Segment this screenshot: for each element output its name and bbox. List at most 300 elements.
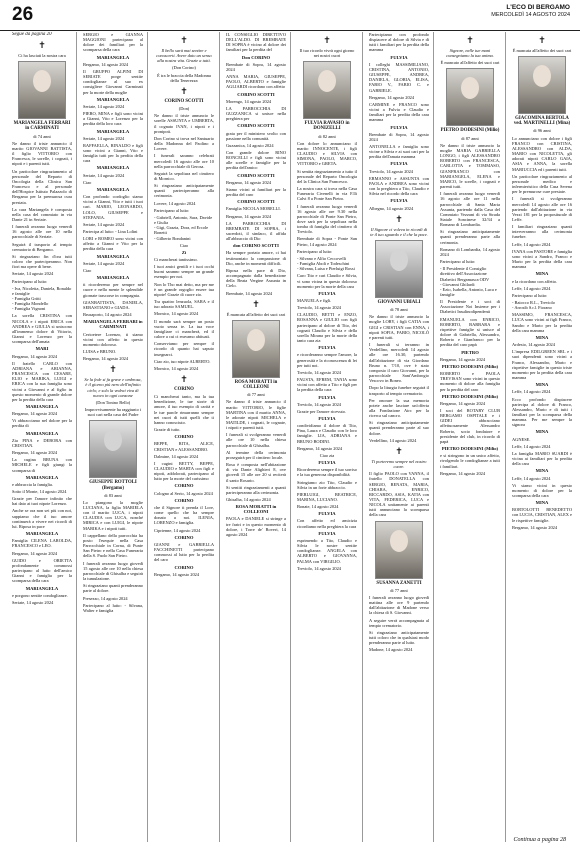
place-date: Leffe, 14 agosto 2024 [512,285,551,291]
column-4 [226,32,286,842]
place-date: Leffe, 14 agosto 2024 [512,475,551,481]
place-date: Seriate, 14 agosto 2024 [83,135,125,141]
condolence-name: CORINO [174,534,194,540]
condolence-text: Il GRUPPO ALPINI DI SERIATE porge sentite condoglianze al suo ex consigliere Giovanni Carminati per la morte della moglie [83,68,143,95]
participants-list: Partecipano al lutto: - Silvana, Walter e famiglia [83,602,143,613]
place-date: Ciprienne, 14 agosto 2024 [154,527,201,533]
condolence-name: MINA [535,500,549,506]
obituary-text: Don Corino si trova nel Santuario della Madonna del Paolino a Lovere. [154,135,214,152]
place-date: Brembate, 14 agosto 2024 [226,290,273,296]
condolence-text: PIERLUIGI, BEATRICE, MARINA, LUCIANO. [297,491,357,502]
place-date: Brusaporto, 14 agosto 2024 [83,312,132,318]
condolence-text: grata per il ministero svolto con passione nella comunità. [226,130,286,141]
condolence-text: LA PARROCCHIA DI GUZZANICA si unisce nella preghiera per [226,105,286,122]
condolence-text: L'impresa EDILGREEN SRL e i suoi dipendenti sono vicini a Franco, Alessandro, Mario e rispettive famiglie in questo triste momento per la perdita della cara mamma [512,349,572,381]
cross-icon: ✝ [538,35,546,45]
place-date: Brembate di Sopra - Ponte San Pietro, 14 agosto 2024 [297,236,357,247]
condolence-text: La cugina BRUNA con MICHELE e figli giungi la scomparsa di [12,457,72,473]
obituary-intro: È tra le braccia della Madonna della Tenerezza [157,72,211,83]
condolence-text: Con affetto ed amicizia ricordiamo nella preghiera la cara [297,518,357,529]
condolence-name: MARIANGELA [96,54,130,60]
column-1 [12,32,72,842]
obituary-text: Il figlio PAOLO con VANNA, il fratello DONATELLA con SERGIO, RENATA, MARIA, CHIARA, ENRICO, RICCARDO, ASIA, KATIA con VITA, FEDERICA, LUCA e NICOLA unitamente ai parenti tutti annunciano la scomparsa della cara [369,471,429,518]
portrait-photo [18,61,66,119]
condolence-text: esprimendo a Tito, Claudio e Silvia le nostre sentite condoglianze. ANGELA con ALBERTO e GIOVANNA, PALMA con VIRGILIO. [297,537,357,564]
place-date: Bergamo, 14 agosto 2024 [512,524,558,530]
place-date: Treviolo, 14 agosto 2024 [297,565,341,571]
condolence-name: MARIANGELA [96,253,130,259]
obituary-text: Ne danno il triste annuncio il marito GIOVANNI BATTISTA, il figlio VITTORIO con Francesca, le sorelle, i cognati, i nipoti e i parenti tutti. [12,140,72,167]
condolence-name: FULVIA [390,198,408,204]
column-3 [154,32,214,842]
condolence-text: EMANUELA con ENRICO, ROBERTO, BARBARA e rispettive famiglie si unisce al dolore di Gabriella, Alessandro, Roberto e Gianfranco per la perdita del caro papà [440,316,500,348]
obituary-text: I funerali si svolgeranno venerdì alle ore 10 nella chiesa parrocchiale di Ghisalba. [226,432,286,448]
quote-author: (Don Corino) [172,65,196,71]
column-8 [512,32,572,842]
condolence-name: MARIANGELA [25,403,59,409]
condolence-name: FULVIA [318,511,336,517]
condolence-text: e ricorderanno sempre l'amore, la generosità e la riconoscenza di lei per tutti noi. [297,352,357,368]
condolence-text: Ciao [179,242,189,248]
cross-icon: ✝ [180,35,188,45]
condolence-text: La famiglia MARIO SUARDI è vicina ai familiari per la perdita della cara [512,450,572,467]
condolence-name: PIETRO [461,349,479,355]
place-date: Guzzanica, 14 agosto 2024 [226,142,274,148]
condolence-name: CORINO SCOTTI [237,123,275,129]
column-divider [362,32,363,842]
obituary-text: Rosa è composta nell'abitazione di via Dante Alighieri 8, ove giovedì 15 alle ore 20 si reciterà il santo Rosario. [226,462,286,483]
place-date: Treviolo, 14 agosto 2024 [297,369,341,375]
portrait-photo [518,56,566,114]
deceased-age: di 87 anni [461,135,479,141]
condolence-text: LUISA e BRUNO. [83,348,117,354]
condolence-name: MINA [535,468,549,474]
place-date: Sotto il Monte, 14 agosto 2024 [12,489,67,494]
deceased-title: (Don) [178,106,190,112]
portrait-photo [89,420,137,478]
place-date: Ardesio, 14 agosto 2024 [512,342,555,348]
condolence-text: Famiglia NICOLA MORELLI. [226,206,281,212]
condolence-text: I soci del ROTARY CLUB BERGAMO OSPITALE e i GIDEI abbracciano affettuosamente Alessandro Roberto, socio fondatore e presidente del club, in ricordo di papà [440,407,500,444]
obituary-text: Seguirà la sepoltura nel cimitero di Mornico. [154,170,214,181]
deceased-age: di 82 anni [318,133,336,139]
condolence-text: I tuoi amici gentili e i tuoi occhi buoni saranno sempre un grande esempio per noi. [154,264,214,280]
deceased-name: CORINO [174,386,194,392]
portrait-photo [446,68,494,126]
condolence-text: CLAUDIO, BETTI e ENZO, ROSANNA e GIULIO con figli partecipano al dolore di Tito, dei cognati Claudio e Silvia e della sorella Mirana per la morte della tanto cara zia [297,312,357,344]
obituary-text: Il cappellano della parrocchia ha posto l'esequie nella Casa Parrocchiale in Corna, di Punte San Pietro e nella Casa Funeraria della S. Paolo San Pietro. [83,532,143,559]
participants-heading: Partecipano al lutto: [440,259,476,265]
condolence-name: FULVIA [390,54,408,60]
paper-name: L'ECO DI BERGAMO [506,4,570,11]
condolence-text: Il Presidente e i soci di Associazione Noi Insieme per i Diabetici Insulinodipendenti [440,299,500,315]
memorial-quote: Signore, nelle tue mani consegniamo la tua anima. [446,48,494,59]
condolence-text: Stringiamo zio Tito, Claudio e Silvia in un forte abbraccio. [297,479,357,490]
obituary-text: I funerali saranno celebrati mercoledì 16 agosto alle ore 10 nella parrocchiale di Gerosa. [154,153,214,169]
condolence-text: Caro Tito e cari Claudio e Silvia, vi sono vicina in questo doloroso momento per la morte della cara [297,273,357,289]
condolence-text: Ciao zia [319,452,335,458]
condolence-text: GIANBATTISTA, DANIELA, SEBASTIANO e GIADA. [83,299,143,310]
deceased-name: CORINO SCOTTI [164,98,204,104]
portrait-photo [303,61,351,119]
deceased-name: PIETRO DODESINI (Milio) [440,128,500,134]
condolence-name: MARIANGELA [96,96,130,102]
place-date: Mornico, 14 agosto 2024 [154,311,199,317]
condolence-text: Cerioetere Lorenzo, ti siamo vicini con affetto in questo momento doloroso. [83,331,143,347]
place-date: Leffe, 14 agosto 2024 [512,389,551,395]
deceased-name: SUSANNA ZANETTI [376,580,422,586]
participants-heading: Partecipano al lutto: [297,248,333,254]
obituary-text: La nostra cara si trova nella Casa Funeraria Civenelli in via F.lli Calvi 8 a Ponte San Pietro. [297,186,357,202]
continued-from: Segue da pagina 20 [12,32,52,37]
deceased-age: di 78 anni [390,307,408,313]
place-date: Brembate di Sopra, 14 agosto 2024 [369,131,429,142]
deceased-age: di 96 anni [533,128,551,134]
condolence-text: Il mondo sarà sempre un posto vuoto senza te. La tua voce famigliare ci mancherà, ed il calore a cui ci eravamo abituati. [154,318,214,340]
place-date: Cologno al Serio, 14 agosto 2024 [154,490,213,496]
condolence-name: CORINO SCOTTI [237,91,275,97]
condolence-text: Ricorderemo sempre il tuo sorriso e la tua generosa disponibilità. [297,467,357,478]
place-date: Bergamo, 14 agosto 2024 [83,61,129,67]
place-date: Seriate, 14 agosto 2024 [12,271,54,277]
condolence-text: FAUSTA, EFREM, TANIA sono vicini con affetto a Tito e figli per la perdita della cara [297,377,357,393]
obituary-text: Ne danno il triste annuncio la moglie LORY, i figli CATIA con GIGI e CRISTIAN con ENNA, i nipoti SOFIA, FABIO, NICOLÒ e parenti tutti. [369,314,429,340]
place-date: Bergamo, 14 agosto 2024 [12,411,58,417]
place-date: Bergamo, 14 agosto 2024 [12,550,58,556]
condolence-text: e si stringono in un unico affetto, rivolgendo le condoglianze a tutti i familiari. [440,453,500,469]
place-date: Seriate, 14 agosto 2024 [83,103,125,109]
cross-icon: ✝ [323,35,331,45]
condolence-text: LORI e ROMEO sono vicini con affetto a Gianni e Vito per la perdita della cara [83,236,143,252]
masthead [491,4,570,19]
obituary-intro: Ci ha lasciati la nostra cara [18,53,66,59]
obituary-intro: È mancata all'affetto dei suoi cari [226,311,286,317]
column-divider [76,32,77,842]
condolence-name: MARIANGELA [25,585,59,591]
obituary-text: Si ringraziano anticipatamente quanti prenderanno parte alla cerimonia. [440,229,500,245]
obituary-text: Lo piangono la moglie LUCIANA, la figlia MARIELA con il marito LUCA, i nipoti CLAUDIA con LUCA, nonché MIRICA e con LUIGI, le nipote MARIKA e i nipoti tutti. [83,499,143,531]
obituary-text: I funerali si terranno in Verdellino, mercoledì 14 agosto alle ore 16.30, partendo dall'abitazione di via Giordano Bruno n. 7/10, ove è stato composto il caro Giovanni, per la parrocchiale Sant'Ambrogio Vescovo in Boneo. [369,342,429,384]
column-divider [433,32,434,842]
place-date: Seriate, 14 agosto 2024 [83,221,125,227]
cross-icon: ✝ [395,213,403,224]
obituary-intro: È mancata all'affetto dei suoi cari [512,48,572,53]
cross-icon: ✝ [38,40,46,51]
condolence-name: FULVIA [318,394,336,400]
obituary-text: Ne danno il triste annuncio il marito VITTORIO, le figlie MARTINA con il marito ANNA, le adorate nipoti MICHELA e MATILDE, i cognati, le cognate, i nipoti e parenti tutti. [226,399,286,431]
condolence-text: che il Signore ti prenda il Lore, come quello che ha sempre donato a noi. ILENIA, LORENZO e famiglia. [154,504,214,526]
obituary-text: Si ringraziano anticipatamente quanti parteciperanno alla cerimonia. [154,183,214,199]
condolence-text: GIANNI e GABRIELLA FACCHINETTI partecipano commossi al lutto per la perdita del caro [154,541,214,563]
obituary-text: Un particolare ringraziamento al personale medico e infermieristico della Casa Serena per le premurose cure prestate. [512,173,572,195]
condolence-text: GUIDO e ORIETTA profondamente commossi partecipano al lutto dell'amico Gianni e famiglia per la scomparsa della cara [12,557,72,584]
condolence-name: MARIANGELA [96,275,130,281]
condolence-name: CORINO SCOTTI [237,172,275,178]
condolence-name: MINA [535,429,549,435]
column-divider [219,32,220,842]
page-number: 26 [12,4,34,25]
obituary-text: Con dolore lo annunciano il marito INNOCENTE, i figli CLAUDIO e SILVIA con SIMONA, PAOLO, MARCO, VITTORIO e GRETA. [297,140,357,167]
place-date: Leffe, 14 agosto 2024 [512,241,551,247]
place-date: Bergamo, 14 agosto 2024 [440,356,486,362]
condolence-text: Famiglia CILENA LAROLDA, FRANCESCO e LEO. [12,538,72,549]
condolence-name: MARIANGELA [25,430,59,436]
obituary-text: Si sentita ringraziamento a tutto il personale del Reparto Oncologia del la Clinica San Francesco. [297,168,357,184]
obituary-text: I familiari ringraziano quanti interverranno alla cerimonia funebre. [512,224,572,240]
obituary-text: Si ringraziano fin d'ora tutti coloro che parteciperanno. Non fiori ma opere di bene. [12,253,72,270]
deceased-age: di 83 anni [104,492,122,498]
participants-list: Partecipa al lutto: - Lina Lolini [83,229,138,234]
condolence-name: FULVIA [390,161,408,167]
obituary-text: Si ringraziano anticipatamente tutti coloro che in qualsiasi modo prenderanno parte al lutto. [369,629,429,646]
condolence-name: MARIANGELA FERRARI in CARMINATI [83,319,143,330]
deceased-name: MARIANGELA FERRARI in CARMINATI [13,121,71,132]
condolence-text: ANNA MARIA, GIUSEPPE, PAOLO, ALBERTO e famiglie AGLIARDI ricordano con affetto [226,74,286,90]
participants-list: - Baiocco R.L., Treviolo - Arrosib S.r.l. Fiorano [512,300,555,311]
place-date: Dalmine, 14 agosto 2024 [154,453,199,459]
obituary-text: Si sentiti ringraziamenti a quanti parteciperanno alla cerimonia. [226,484,286,495]
condolence-name: CORINO [174,497,194,503]
condolence-name: CORINO [174,434,194,440]
condolence-text: Vi abbracciamo nel dolore per la perdita di [12,418,72,429]
column-2 [83,32,143,842]
condolence-name: MARIANGELA [96,165,130,171]
condolence-name: FULVIA [318,290,336,296]
condolence-text: Partecipiamo con profondo dispiacere al dolore di Silvia e di tutti i familiari per la perdita della mamma [369,32,429,53]
place-date: Ghisalba, 14 agosto 2024 [226,497,271,502]
condolence-text: Grazie per l'amore infinito che hai dato ai tuoi nipote Lorenzo. [12,496,72,507]
condolence-name: CORINO SCOTTI [237,199,275,205]
condolence-text: Ci mancherai tantissimo. [154,257,198,262]
obituary-text: Ne danno il triste annuncio le sorelle ASSUNTA e UMBERTA, il cognato IVAN, i nipoti e i pronipoti. [154,113,214,134]
condolence-name: MARIANGELA [96,186,130,192]
place-date: Seriate, 14 agosto 2024 [83,260,125,266]
condolence-text: ANTONELLA e famiglia sono vicine a Silvia e ai suoi cari per la perdita dell'amata mamma [369,143,429,160]
condolence-text: Vi siamo vicini in questo momento di dolore per la scomparsa della cara [512,482,572,498]
condolence-text: Ha sempre portato amore, ci hai testimoniato la compassione di Dio, anche in momenti difficili. [226,250,286,266]
quote-author: (Don Tonino Bello) [95,399,131,405]
place-date: Mornico, 14 agosto 2024 [154,365,199,371]
participants-heading: Partecipano al lutto: [154,207,190,213]
deceased-name: FULVIA RAVASIO in DONIZELLI [304,121,350,132]
condolence-name: don CORINO SCOTTI [233,243,279,249]
condolence-text: Non lo Tho mai detto, ma per me è un grande orgoglio essere tua nipote! Grazie di cuore zio. [154,281,214,297]
deceased-name: GIUSEPPE ROTTOLI (Bergamo) [89,480,137,491]
obituary-text: Lo annunciano con dolore i figli FRANCO con CRISTINA, ALESSANDRO con ALDA, MARIO con NICOLETTA, gli adorati nipoti CARLO GAIA, ASIA e ANNA, la sorella MARIUCCIA ed i parenti tutti. [512,135,572,172]
condolence-text: BORTOLOTTI BENEDETTO con LUCIA, CRISTIAN, ALEX e le rispettive famiglie. [512,507,572,523]
place-date: Leffe, 14 agosto 2024 [512,443,551,449]
condolence-text: LA PARROCCHIA DI BREMBATE DI SOPRA, i sacerdoti, il sindaco, il affida all'abbraccio di Dio [226,220,286,242]
cross-icon: ✝ [180,373,188,384]
cross-icon: ✝ [252,298,260,309]
memorial-quote: Se la fede si fa grave e ombrosa, è il giorno più nero dell'infinito cielo; e solo la vedrai viva di nuovo in ogni canzone [84,377,142,398]
obituary-intro: Il tuo ricordo vivrà ogni giorno nei nostri cuori [299,48,355,59]
obituary-text: Al termine della cerimonia proseguirà per il cimitero locale. [226,449,286,460]
condolence-text: Conserviamo per sempre il ricordo di quanto hai saputo insegnarci. [154,341,214,357]
column-7 [440,32,500,842]
condolence-name: MARIANGELA [25,531,59,537]
place-date: Treviolo, 14 agosto 2024 [297,305,341,311]
column-divider [147,32,148,842]
deceased-name: GIACOMINA BERTOLA ved. MARTINELLI (Mina) [513,116,571,127]
place-date: Verdellino, 14 agosto 2024 [369,437,417,443]
condolence-text: MASSIMO, FRANCESCA, LUCA sono vicini ai figli Franco, Sandro e Mario per la perdita della cara mamma [512,312,572,333]
obituary-intro: È mancato all'affetto dei suoi cari [440,60,500,66]
page-header [0,0,580,31]
place-date: Bergamo, 14 agosto 2024 [154,571,200,577]
obituary-text: Un particolare ringraziamento al personale del Reparto di Oncologia della Clinica San Francesco e al personale dell'Hospice Istituto Palazzolo di Bergamo per la premurosa cura prestata. [12,168,72,205]
place-date: Bonate, 14 agosto 2024 [297,504,339,510]
condolence-text: PAOLA e DANIELE si stringe a tre fratri e in questo momento di dolore, i Torre de' Roveri, 14 agosto 2024 [226,516,286,537]
condolence-name: PIETRO DODESINI (Milio) [441,446,499,452]
condolence-text: Con grande dolore RINO RONCELLI e figli sono vicini alle sorelle e famiglie per la perdita dell'amico [226,149,286,171]
obituary-text: I funerali avranno luogo venerdì 16 agosto alle ore 11 nella parrocchiale di Santa Maria Assunta, partendo dalla Casa del Commiato Vezzani di via Strada Statale Soncinese 32/34 a Romano di Lombardia. [440,191,500,228]
condolence-text: RAFFAELLA, RINALDO e figli sono vicini a Gianni, Vito e famiglia tutti per la perdita della cara [83,142,143,164]
place-date: Seriate, 14 agosto 2024 [12,599,54,605]
obituary-text: A seguire verrà accompagnata al tempio crematorio. [369,617,429,628]
condolence-name: FULVIA [318,460,336,466]
condolence-name: MARI [35,346,49,352]
condolence-name: CORINO [174,483,194,489]
participants-list: - Silvano e Alfio Ceccovelli - Famiglia Aboli e Todeschini - Silvana, Luisa e Pierluigi Rossi [297,255,355,272]
condolence-text: Con profondo cordoglio siamo vicini a Gianni, Vito e tutti i tuoi cari. MARIO, LEONARDO, LOLO, GIUSEPPE e STEFANIA. [83,194,143,220]
cross-icon: ✝ [395,445,403,456]
issue-date: MERCOLEDÌ 14 AGOSTO 2024 [491,11,570,18]
condolence-name: FULVIA [318,415,336,421]
place-date: Bergamo, 14 agosto 2024 [226,213,272,219]
condolence-text: Ecco profondo dispiacere partecipa al dolore di Franco, Alessandro, Mario e di tutti i familiari per la scomparsa della mamma. Per me sempre la signora [512,396,572,428]
condolence-text: Ciao zio, tuo nipote ALBERTO. [154,358,211,364]
place-date: Romano di Lombardia, 14 agosto 2024 [440,246,500,257]
condolence-name: Don CORINO [241,54,271,60]
place-date: Albegno, 14 agosto 2024 [369,205,414,211]
place-date: Treviolo, 14 agosto 2024 [369,168,413,174]
obituary-text: Si ringraziano quanti prenderanno parte al dolore. [83,583,143,594]
condolence-name: Zi [181,249,187,255]
place-date: Bergamo, 14 agosto 2024 [226,179,272,185]
condolence-name: ROSA MORATTI in COLLEONI [235,504,277,515]
place-date: Bergamo, 14 agosto 2024 [12,450,58,456]
condolence-name: MINA [535,382,549,388]
condolence-text: Siamo vicini ai familiari per la perdita del caro [226,186,286,198]
condolence-text: CARMINE e FRANCO sono vicini a Fulvia e Claudio e familiari per la perdita della cara mamma [369,101,429,123]
memorial-quote: Ti porteremo sempre nel nostro cuore. [371,458,427,470]
participants-list: - Il Presidente il Consiglio direttivo dell'Associazione Diabetici Bergamasca ODV - Giovanni Ghilardi - Ezio, Isabella, Antonio, Luca e famiglie [440,266,497,297]
portrait-photo [232,320,280,378]
place-date: Bergamo, 14 agosto 2024 [440,470,486,476]
memorial-quote: Il Signore ci voleva in ricordi di te il tuo sguardo e il che la pace. [370,226,428,237]
condolence-text: Ciao [83,179,92,185]
obituary-text: Dopo la liturgia funebre seguirà il trasporto al tempio crematorio. [369,385,429,396]
obituary-text: I funerali avranno luogo venerdì 16 agosto alle ore 9.30 nella parrocchiale di Ponte San Pietro, dove sarà per la sepoltura nella tomba di famiglia del cimitero di Treviolo. [297,203,357,235]
obituary-text: I funerali avranno luogo venerdì 16 agosto alle ore 10 nella parrocchiale di Seriate. [12,224,72,240]
obituary-text: I funerali avranno luogo giovedì 15 agosto alle ore 10 nella chiesa parrocchiale di Ghisalba e seguirà la tumulazione. [83,560,143,582]
condolence-text: Ciao [83,267,92,273]
condolence-text: I cugini BETTY, BEPPE, CLAUDIO e MARTA con figli e nipoti, addolorati, partecipano al lutto per la morte del carissimo [154,460,214,482]
obituary-text: Ne danno il triste annuncio la moglie MARIA GABRIELLA LONGO, i figli ALESSANDRO ROBERTO con FRANCESCA, CARLOTTA e TOMMASO, GIANFRANCO con MARIANGELA, ELENA e MARCO, le sorelle, i cognati e parenti tutti. [440,142,500,190]
condolence-text: IL CONSIGLIO DIRETTIVO DELL'ALDO. DI BREMBATE DI SOPRA è vicino al dolore dei familiari per la perdita del [226,32,286,53]
condolence-text: Tra quattro lenzuola, SARA e il tuo adorato SAMUEL. [154,299,214,310]
condolence-text: Grazie per l'amore ricevuto. [297,408,347,414]
condolence-name: MINA [535,334,549,340]
condolence-text: Riposa nella pace di Dio, accompagnato dalla benedizione della Beata Vergine Assunta in Cielo. [226,267,286,289]
place-date: Bergamo, 14 agosto 2024 [83,356,129,362]
condolence-name: FULVIA [318,345,336,351]
column-divider [290,32,291,842]
cross-icon: ✝ [466,35,474,45]
obituary-text: I funerali si svolgeranno mercoledì 14 agosto alle ore 16 partendo dall'abitazione in via Vezzi 181 per la propositurale di Leffe. [512,196,572,222]
condolence-text: e porgono sentite condoglianze. [12,592,68,598]
condolence-text: ERMANNO e ASSUNTA con PAOLA e ANDREA sono vicini con la preghiera a Tito, Claudio e Silvia nel ricordo della cara [369,175,429,197]
participants-heading: Partecipano al lutto: [12,278,48,284]
place-date: Bergamo, 14 agosto 2024 [12,353,58,359]
condolence-name: MARIANGELA [96,128,130,134]
place-date: Treviolo, 14 agosto 2024 [297,401,341,407]
place-date: Presezzo, 14 agosto 2024 [83,595,128,601]
deceased-age: di 74 anni [33,133,51,139]
obituary-text: Per onorare la sua memoria potete anche lasciare un'offerta alla Fondazione Airc per la ricerca sul cancro. [369,397,429,419]
obituary-text: Seguirà il trasporto al tempio crematorio di Bergamo. [12,241,72,252]
condolence-text: ROBERTO e PAOLA TREVISAN sono vicini in questo momento di dolore alla famiglia per la perdita del caro [440,371,500,392]
condolence-text: IVANA con PASTORE e famiglia sono vicini a Sandro, Franco e Mario per la perdita della cara mamma [512,248,572,270]
obituary-intro: Improvvisamente ha raggiunto i suoi cari nella casa del Padre [84,407,142,418]
condolence-text: e abbraccia la famiglia. [12,481,53,487]
memorial-quote: Il bello sarà mai sentire e conoscerti. Avere dato un senso alla nostra vita. Grazie a tutti. [156,48,212,64]
participants-list: - Iva, Nicoletta, Daniela, Ronaldo e famiglie - Famiglia Gritti - Famiglia Mondello - Famiglia Vignoni [12,285,72,312]
deceased-age: di 77 anni [390,587,408,593]
condolence-name: FULVIA [318,530,336,536]
condolence-text: I colleghi MASSIMILIANO, CRISTINA, ANTONIO, GIUSEPPE, ANDREA, DANIELA, GLORIA, ELISA, FABIO V., FABIO C. e GABRIELE. [369,61,429,93]
place-date: Bergamo, 14 agosto 2024 [369,94,415,100]
deceased-age: di 77 anni [247,392,265,398]
cross-icon: ✝ [109,364,117,375]
place-date: Bergamo, 14 agosto 2024 [440,400,486,406]
place-date: Brembate di Sopra, 14 agosto 2024 [226,61,286,72]
condolence-text: e la ricordano con affetto. [512,278,558,284]
condolence-name: FULVIA [390,124,408,130]
condolence-text: ti ricorderemo per sempre nel cuore e nella mente le splendide giornate trascorse in compagnia. [83,282,143,298]
condolence-text: Zia PINA e DEBORA con CRISTIAN. [12,437,72,448]
condolence-name: MARIANGELA [25,474,59,480]
place-date: Morengo, 14 agosto 2024 [226,98,272,104]
condolence-text: BEPPE, RITA, ALICE, CRISTIAN e ALESSANDRO. [154,441,214,452]
condolence-name: PIETRO DODESINI (Milio) [441,363,499,369]
participants-heading: Partecipano al lutto: [512,292,548,298]
condolence-name: CORINO [174,564,194,570]
deceased-name: GIOVANNI UBIALI [377,300,421,305]
column-5 [297,32,357,842]
deceased-name: ROSA MORATTI in COLLEONI [234,379,278,391]
condolence-text: MANUELA e figli. [297,298,332,303]
condolence-text: La sorella CRISTINA con NICOLA e i nipoti ERICA con ANDREA e GIULIA si uniscono all'immenso dolore di Vittorio, Gianni e Lorenzo per la scomparsa dell'amata [12,313,72,345]
portrait-photo [375,521,423,579]
condolence-text: PIERO, MINA e figli sono vicini a Gianni, Vito e Lorenzo per la perdita della loro cara [83,111,143,127]
condolence-text: Ci mancherai tanto, ma la tua benedizione, le tue storie di amore, il tuo esempio di carità e le tue parole rimarranno sempre nei cuori di tutti quelli che ti hanno conosciuto. [154,394,214,425]
portrait-photo [375,240,423,298]
column-6 [369,32,429,842]
condolence-name: PIETRO DODESINI (Milio) [441,393,499,399]
condolence-text: Il fratello CARLO con ADRIANA e ARIANNA, FRANCESCA con CESARE, ELIO e MARIKA, LUIGI e ERICA con la sua famiglia sono vicini a Giovanni e al figlio in questo momento di grande dolore per la perdita della cara [12,360,72,402]
place-date: Lovere, 14 agosto 2024 [154,200,196,206]
continued-to: Continua a pagina 28 [513,837,566,843]
obituary-text: I funerali avranno luogo giovedì mattina alle ore 9 partendo dall'abitazione di Madone verso la chiesa di S. Giovanni. [369,594,429,616]
participants-list: - Gabriell, Antonio, Sara, Davide e Giulia - Gigi, Grazia, Dora, ed Ercole Bonetti - Gilberto Bondanini [154,214,213,241]
condolence-text: AGNESE. [512,436,531,442]
place-date: Seriate, 14 agosto 2024 [83,172,125,178]
obituary-text: La cara Mariangela è composta nella casa del commiato in via Dante 21 in Seriate. [12,206,72,222]
condolence-name: MINA [535,271,549,277]
condolence-text: SERGIO e GIANNA MAGGIONI partecipano al dolore dei familiari per la scomparsa della cara [83,32,143,53]
